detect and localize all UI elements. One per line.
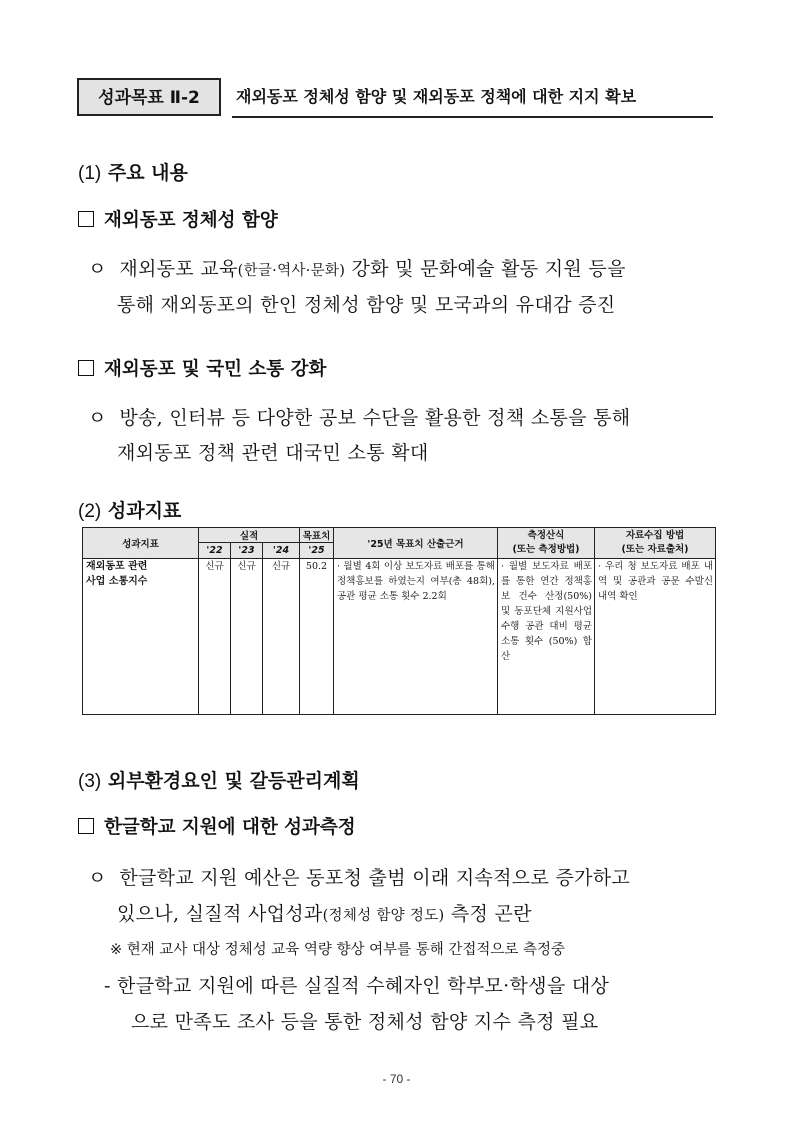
table-row xyxy=(83,559,716,715)
cell-source: · 우리 청 보도자료 배포 내역 및 공관과 공문 수발신 내역 확인 xyxy=(595,559,716,715)
header-source: 자료수집 방법 (또는 자료출처) xyxy=(595,528,716,559)
dash-line-1: - 한글학교 지원에 따른 실질적 수혜자인 학부모·학생을 대상 xyxy=(104,975,610,997)
goal-label: 성과목표 Ⅱ-2 xyxy=(98,88,200,108)
section-2-number: (2) xyxy=(78,501,102,522)
section-3-number: (3) xyxy=(78,771,102,792)
cell-actual-24: 신규 xyxy=(263,559,300,715)
cell-target: 50.2 xyxy=(300,559,334,715)
block-3-heading xyxy=(78,813,356,839)
section-3-title: 외부환경요인 및 갈등관리계획 xyxy=(107,770,360,792)
checkbox-square-icon xyxy=(78,360,94,376)
cell-indicator: 재외동포 관련 사업 소통지수 xyxy=(83,559,199,715)
cell-actual-23: 신규 xyxy=(231,559,263,715)
goal-title-underline xyxy=(232,116,713,118)
section-2-heading xyxy=(78,496,181,523)
bullet-icon: ㅇ xyxy=(88,867,107,889)
header-target: 목표치 xyxy=(300,528,334,543)
header-year-22: '22 xyxy=(199,543,231,559)
cell-actual-22: 신규 xyxy=(199,559,231,715)
block-3-heading-text: 한글학교 지원에 대한 성과측정 xyxy=(104,817,356,838)
performance-indicator-table xyxy=(82,527,716,715)
section-3-heading xyxy=(78,766,360,793)
goal-label-box xyxy=(77,78,221,116)
section-2-title: 성과지표 xyxy=(107,500,182,522)
reference-note: ※ 현재 교사 대상 정체성 교육 역량 향상 여부를 통해 간접적으로 측정중 xyxy=(110,942,566,958)
section-1-title: 주요 내용 xyxy=(107,162,188,184)
block-2-line-1: ㅇ 방송, 인터뷰 등 다양한 공보 수단을 활용한 정책 소통을 통해 xyxy=(88,407,631,429)
checkbox-square-icon xyxy=(78,818,94,834)
header-indicator: 성과지표 xyxy=(83,528,199,559)
section-1-heading xyxy=(78,158,188,185)
block-1-heading-text: 재외동포 정체성 함양 xyxy=(104,210,278,231)
cell-basis: · 월별 4회 이상 보도자료 배포를 통해 정책홍보를 하였는지 여부(총 48회), 공관 평균 소통 횟수 2.2회 xyxy=(334,559,498,715)
checkbox-square-icon xyxy=(78,211,94,227)
page-number: - 70 - xyxy=(382,1072,411,1086)
header-year-25: '25 xyxy=(300,543,334,559)
block-1-line-1: ㅇ 재외동포 교육(한글·역사·문화) 강화 및 문화예술 활동 지원 등을 xyxy=(88,258,626,280)
block-1-line-2: 통해 재외동포의 한인 정체성 함양 및 모국과의 유대감 증진 xyxy=(117,294,616,316)
header-year-24: '24 xyxy=(263,543,300,559)
cell-method: · 월별 보도자료 배포를 통한 연간 정책홍보 건수 산정(50%) 및 동포단체 지원사업 수행 공관 대비 평균 소통 횟수 (50%) 합산 xyxy=(498,559,595,715)
header-method: 측정산식 (또는 측정방법) xyxy=(498,528,595,559)
block-2-heading-text: 재외동포 및 국민 소통 강화 xyxy=(104,359,327,380)
header-year-23: '23 xyxy=(231,543,263,559)
section-1-number: (1) xyxy=(78,163,102,184)
block-3-line-2: 있으나, 실질적 사업성과(정체성 함양 정도) 측정 곤란 xyxy=(117,903,532,925)
bullet-icon: ㅇ xyxy=(88,258,107,280)
block-2-line-2: 재외동포 정책 관련 대국민 소통 확대 xyxy=(117,442,429,464)
header-basis: '25년 목표치 산출근거 xyxy=(334,528,498,559)
header-actual: 실적 xyxy=(199,528,300,543)
block-2-heading xyxy=(78,355,326,381)
dash-line-2: 으로 만족도 조사 등을 통한 정체성 함양 지수 측정 필요 xyxy=(131,1011,599,1033)
bullet-icon: ㅇ xyxy=(88,407,107,429)
block-1-heading xyxy=(78,206,278,232)
goal-title: 재외동포 정체성 함양 및 재외동포 정책에 대한 지지 확보 xyxy=(236,87,637,106)
block-3-line-1: ㅇ 한글학교 지원 예산은 동포청 출범 이래 지속적으로 증가하고 xyxy=(88,867,631,889)
